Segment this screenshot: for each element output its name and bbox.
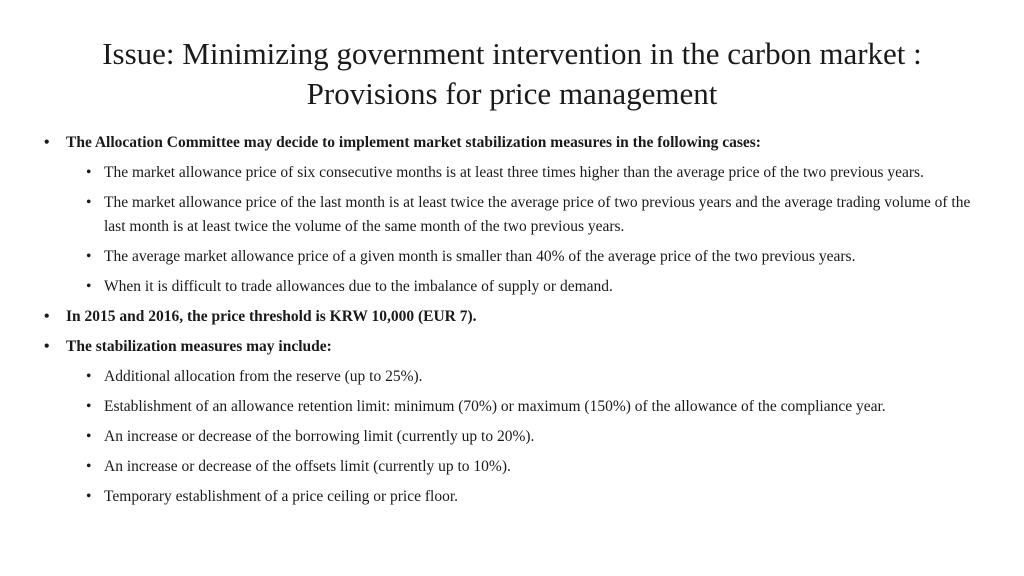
section-stabilization-measures [44,335,984,509]
bullet-dot-icon: • [86,458,92,475]
sub-bullet-text: Establishment of an allowance retention limit: minimum (70%) or maximum (150%) of the allowance of the compliance year. [104,398,886,415]
sub-bullet [44,365,984,389]
bullet-text: In 2015 and 2016, the price threshold is KRW 10,000 (EUR 7). [66,308,477,325]
sub-bullet-text: Temporary establishment of a price ceiling or price floor. [104,488,458,505]
bullet-dot-icon: • [44,134,50,151]
sub-bullet [44,485,984,509]
bullet-heading [44,335,984,359]
slide-content [44,131,984,515]
section-price-threshold [44,305,984,329]
sub-bullet-text: An increase or decrease of the borrowing limit (currently up to 20%). [104,428,535,445]
section-allocation-committee [44,131,984,299]
bullet-dot-icon: • [86,248,92,265]
bullet-dot-icon: • [86,368,92,385]
sub-bullet-text: The market allowance price of the last month is at least twice the average price of two previous years and the average trading volume of the last month is at least twice the volume of the same month of the two previous years. [104,194,971,235]
bullet-dot-icon: • [86,398,92,415]
bullet-text: The Allocation Committee may decide to implement market stabilization measures in the following cases: [66,134,761,151]
bullet-text: The stabilization measures may include: [66,338,332,355]
bullet-dot-icon: • [86,488,92,505]
sub-bullet [44,455,984,479]
sub-bullet [44,161,984,185]
sub-bullet-text: Additional allocation from the reserve (up to 25%). [104,368,423,385]
bullet-dot-icon: • [86,278,92,295]
bullet-dot-icon: • [44,308,50,325]
sub-bullet-text: The average market allowance price of a given month is smaller than 40% of the average price of the two previous years. [104,248,856,265]
bullet-heading [44,131,984,155]
sub-bullet [44,395,984,419]
sub-bullet [44,191,984,239]
bullet-dot-icon: • [86,428,92,445]
bullet-dot-icon: • [86,194,92,211]
sub-bullet-text: An increase or decrease of the offsets limit (currently up to 10%). [104,458,511,475]
bullet-dot-icon: • [44,338,50,355]
sub-bullet-text: The market allowance price of six consecutive months is at least three times higher than the average price of the two previous years. [104,164,924,181]
sub-bullet [44,245,984,269]
slide-title [40,34,984,114]
sub-bullet-text: When it is difficult to trade allowances due to the imbalance of supply or demand. [104,278,613,295]
sub-bullet [44,425,984,449]
bullet-dot-icon: • [86,164,92,181]
slide-title-line-2: Provisions for price management [306,76,718,111]
slide-title-line-1: Issue: Minimizing government intervention in the carbon market : [102,36,922,71]
sub-bullet [44,275,984,299]
bullet-heading [44,305,984,329]
